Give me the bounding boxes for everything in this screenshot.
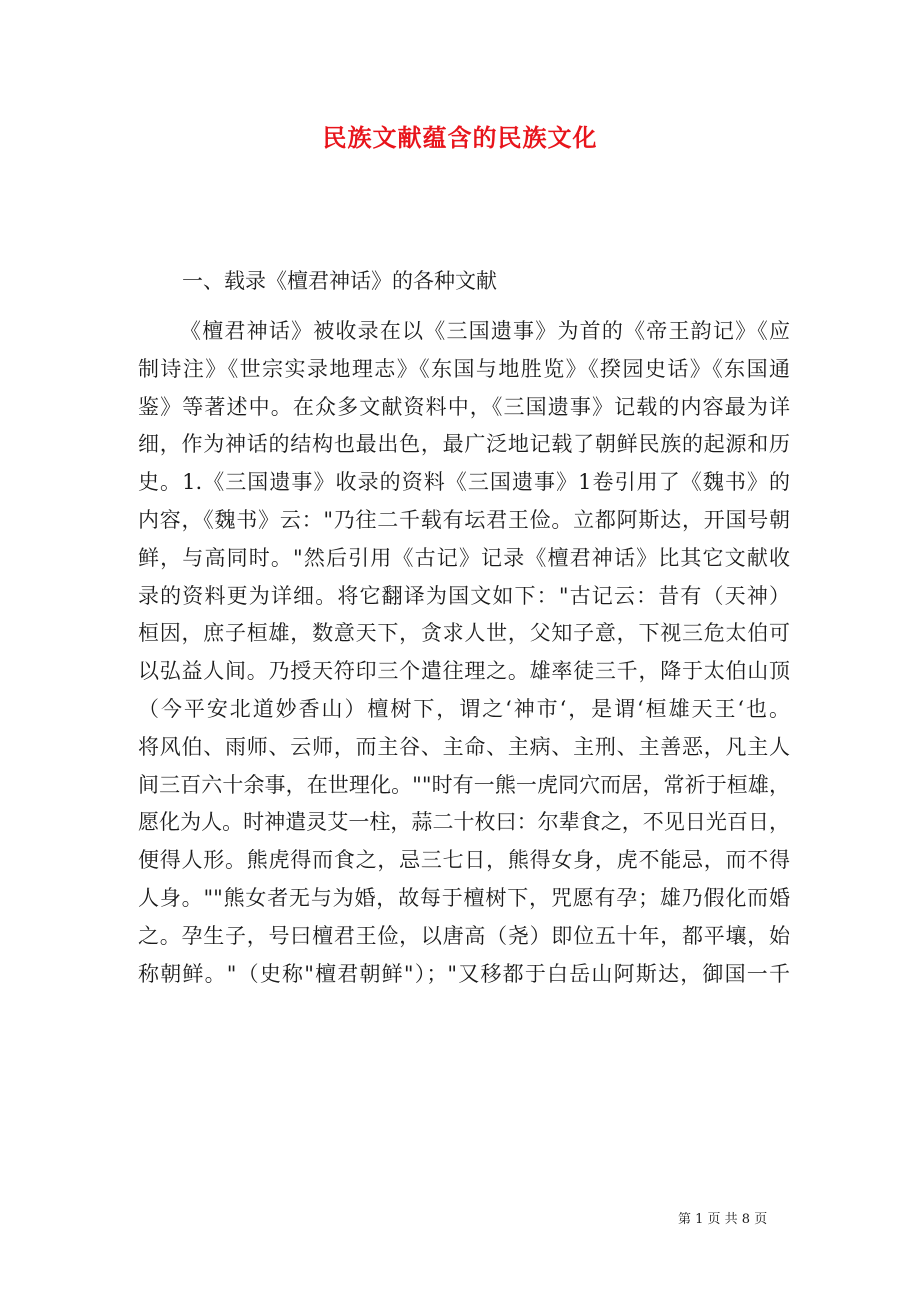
text-line: 便得人形。熊虎得而食之，忌三七日，熊得女身，虎不能忌，而不得 <box>138 848 790 873</box>
text-line: 间三百六十余事，在世理化。""时有一熊一虎同穴而居，常祈于桓雄， <box>138 772 790 797</box>
text-line: 以弘益人间。乃授天符印三个遣往理之。雄率徒三千，降于太伯山顶 <box>138 659 790 684</box>
page-number: 第 1 页 共 8 页 <box>678 1212 768 1227</box>
text-line: 鲜，与高同时。"然后引用《古记》记录《檀君神话》比其它文献收 <box>138 545 790 570</box>
text-line: 内容，《魏书》云："乃往二千载有坛君王俭。立都阿斯达，开国号朝 <box>138 507 790 532</box>
text-line: 《檀君神话》被收录在以《三国遗事》为首的《帝王韵记》《应 <box>180 319 790 343</box>
text-line: 之。孕生子，号曰檀君王俭，以唐高（尧）即位五十年，都平壤，始 <box>138 923 790 948</box>
body-paragraph <box>138 313 790 993</box>
text-line: 细，作为神话的结构也最出色，最广泛地记载了朝鲜民族的起源和历 <box>138 432 790 457</box>
text-line: 制诗注》《世宗实录地理志》《东国与地胜览》《揆园史话》《东国通 <box>138 356 790 381</box>
text-line: 称朝鲜。"（史称"檀君朝鲜"）；"又移都于白岳山阿斯达，御国一千 <box>138 961 790 986</box>
text-line: 人身。""熊女者无与为婚，故每于檀树下，咒愿有孕；雄乃假化而婚 <box>138 885 790 910</box>
text-line: 鉴》等著述中。在众多文献资料中，《三国遗事》记载的内容最为详 <box>138 394 790 419</box>
text-line: （今平安北道妙香山）檀树下，谓之‘神市‘，是谓‘桓雄天王‘也。 <box>138 696 790 721</box>
text-line: 录的资料更为详细。将它翻译为国文如下："古记云：昔有（天神） <box>138 583 790 608</box>
document-title: 民族文献蕴含的民族文化 <box>322 123 598 152</box>
text-line: 桓因，庶子桓雄，数意天下，贪求人世，父知子意，下视三危太伯可 <box>138 621 790 646</box>
text-line: 史。1.《三国遗事》收录的资料《三国遗事》1卷引用了《魏书》的 <box>138 470 790 495</box>
section-heading: 一、载录《檀君神话》的各种文献 <box>182 269 497 293</box>
text-line: 将风伯、雨师、云师，而主谷、主命、主病、主刑、主善恶，凡主人 <box>138 734 790 759</box>
text-line: 愿化为人。时神遣灵艾一柱，蒜二十枚曰：尔辈食之，不见日光百日， <box>138 810 790 835</box>
